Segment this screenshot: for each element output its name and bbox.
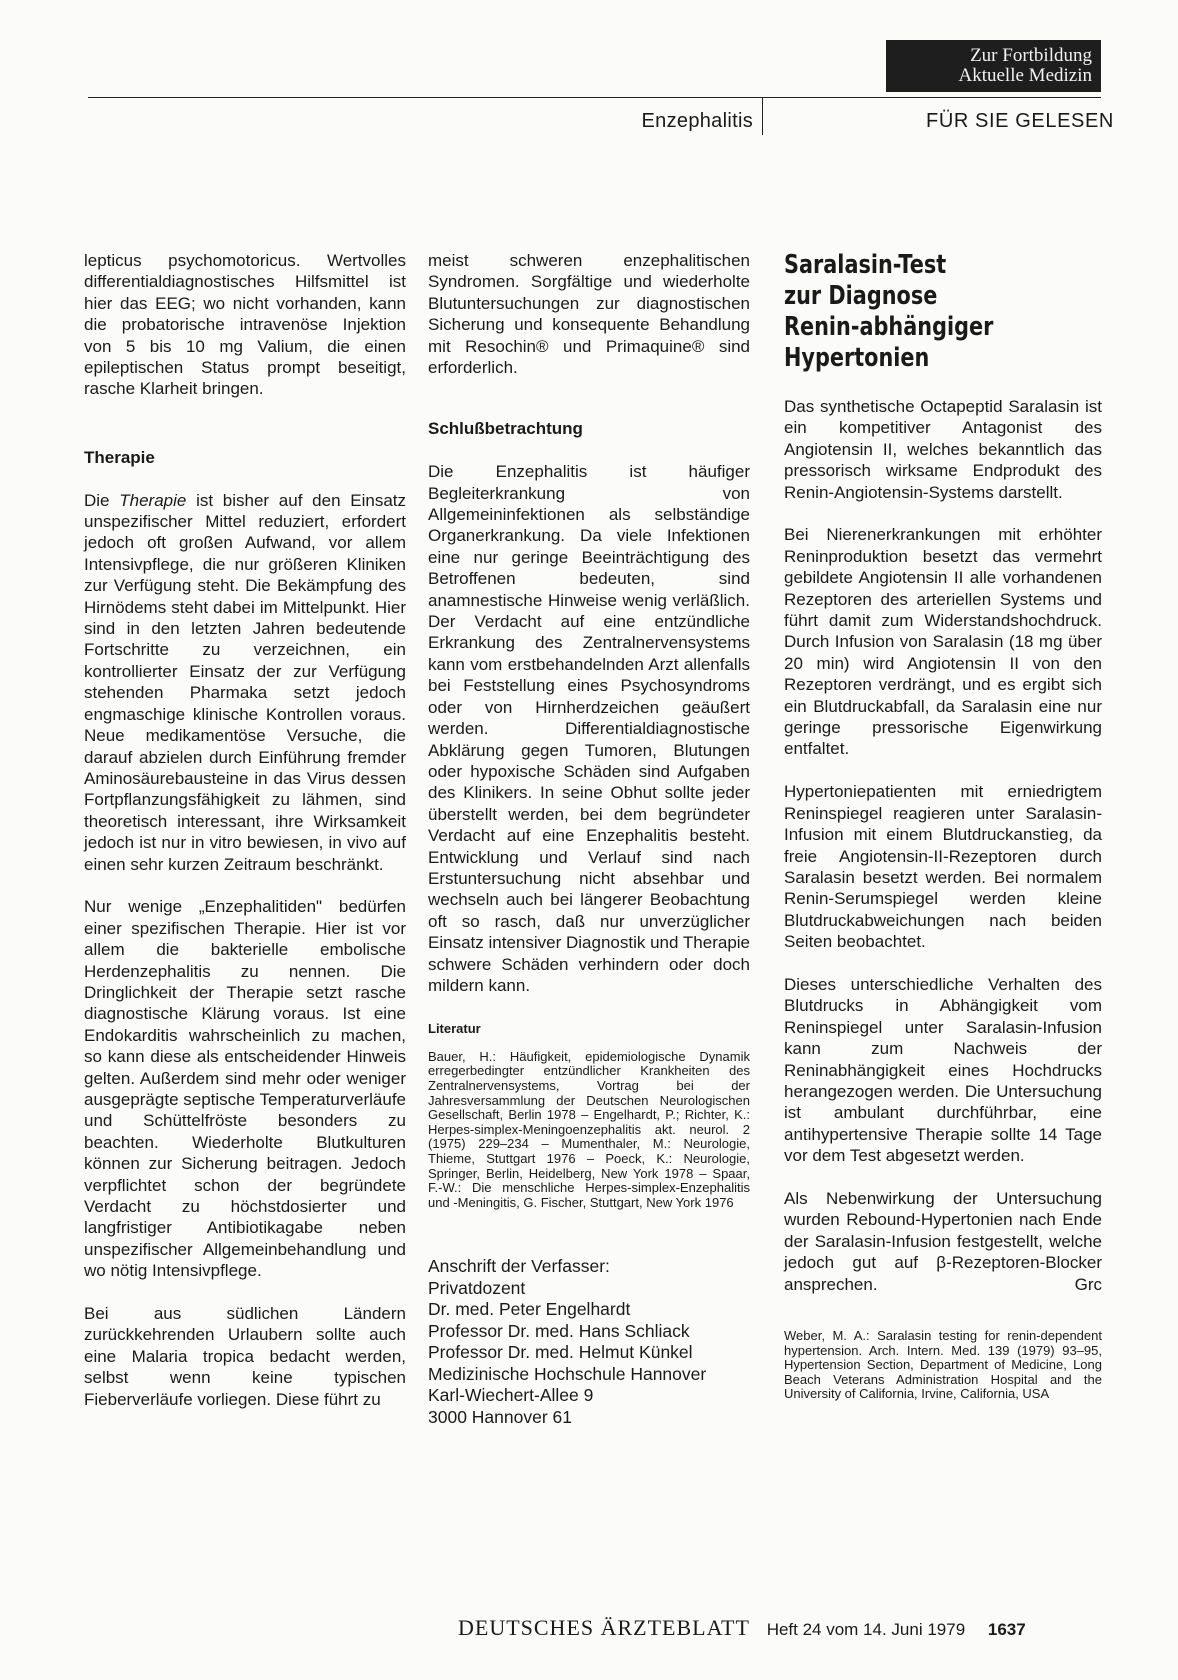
paragraph: Das synthetische Octapeptid Saralasin ist ein kompetitiver Antagonist des Angiotensin II, welches bekanntlich das pressorisch wirksame Endprodukt des Renin-Angiotensin-Systems darstellt. [784,397,1102,502]
section-badge [886,40,1101,92]
paragraph: Hypertoniepatienten mit erniedrigtem Reninspiegel reagieren unter Saralasin-Infusion mit einem Blutdruckanstieg, da freie Angiotensin-II-Rezeptoren durch Saralasin besetzt werden. Bei normalem Renin-Serumspiegel werden kleine Blutdruckabweichungen nach beiden Seiten beobachtet. [784,782,1102,952]
address-line: 3000 Hannover 61 [428,1406,572,1427]
paragraph: meist schweren enzephalitischen Syndromen. Sorgfältige und wiederholte Blutuntersuchungen zur diagnostischen Sicherung und konsequente Behandlung mit Resochin® und Primaquine® sind erforderlich. [428,251,750,378]
author-address [428,1256,750,1428]
address-line: Privatdozent [428,1277,526,1298]
paragraph: Bei Nierenerkrankungen mit erhöhter Reninproduktion besetzt das vermehrt gebildete Angiotensin II alle vorhandenen Rezeptoren des arteriellen Systems und führt damit zum Widerstandshochdruck. Durch Infusion von Saralasin (18 mg über 20 min) wird Angiotensin II von den Rezeptoren verdrängt, und es ergibt sich ein Blutdruckabfall, da Saralasin eine nur geringe pressorische Eigenwirkung entfaltet. [784,525,1102,759]
references-heading: Literatur [428,1021,481,1037]
address-line: Medizinische Hochschule Hannover [428,1363,707,1384]
header-divider [762,97,763,135]
column-2 [428,250,750,1428]
paragraph: Die Therapie ist bisher auf den Einsatz unspezifischer Mittel reduziert, erfordert jedoch oft großen Aufwand, vor allem Intensivpflege, die nur größeren Kliniken zur Verfügung steht. Die Bekämpfung des Hirnödems steht dabei im Mittelpunkt. Hier sind in den letzten Jahren bedeutende Fortschritte zu verzeichnen, ein kontrollierter Einsatz der zur Verfügung stehenden Pharmaka setzt jedoch engmaschige klinische Kontrollen voraus. Neue medikamentöse Versuche, die darauf abzielen durch Einführung fremder Aminosäurebausteine in das Virus dessen Fortpflanzungsfähigkeit zu lähmen, sind theoretisch interessant, ihre Wirksamkeit jedoch ist nur in vitro bewiesen, in vivo auf einen sehr kurzen Zeitraum beschränkt. [84,490,406,874]
author-signature: Grc [1074,1274,1102,1294]
address-line: Professor Dr. med. Hans Schliack [428,1320,690,1341]
column-3 [784,250,1102,1402]
page-number: 1637 [987,1620,1026,1639]
title-line: zur Diagnose [784,281,938,311]
address-line: Anschrift der Verfasser: [428,1256,610,1277]
issue-info: Heft 24 vom 14. Juni 1979 [766,1620,966,1639]
address-line: Dr. med. Peter Engelhardt [428,1299,631,1320]
references-list: Bauer, H.: Häufigkeit, epidemiologische Dynamik erregerbedingter entzündlicher Krankheiten des Zentralnervensystems, Vortrag bei der Jahresversammlung der Deutschen Neurologischen Gesellschaft, Berlin 1978 – Engelhardt, P.; Richter, K.: Herpes-simplex-Meningoenzephalitis akt. neurol. 2 (1975) 229–234 – Mumenthaler, M.: Neurologie, Thieme, Stuttgart 1976 – Poeck, K.: Neurologie, Springer, Berlin, Heidelberg, New York 1978 – Spaar, F.-W.: Die menschliche Herpes-simplex-Enzephalitis und -Meningitis, G. Fischer, Stuttgart, New York 1976 [428,1048,750,1210]
paragraph: Bei aus südlichen Ländern zurückkehrenden Urlaubern sollte auch eine Malaria tropica bedacht werden, selbst wenn keine typischen Fieberverläufe vorliegen. Diese führt zu [84,1304,406,1409]
running-head-left: Enzephalitis [641,110,753,132]
article-title [784,250,1102,374]
emphasis: Therapie [119,490,187,510]
title-line: Renin-abhängiger [784,312,994,342]
header-rule [88,97,1101,98]
paragraph: lepticus psychomotoricus. Wertvolles differentialdiagnostisches Hilfsmittel ist hier das EEG; wo nicht vorhanden, kann die probatorische intravenöse Injektion von 5 bis 10 mg Valium, die einen epileptischen Status prompt beseitigt, rasche Klarheit bringen. [84,251,406,399]
title-line: Hypertonien [784,343,930,373]
running-head-right: FÜR SIE GELESEN [926,110,1114,132]
paragraph: Die Enzephalitis ist häufiger Begleiterkrankung von Allgemeininfektionen als selbständige Organerkrankung. Da viele Infektionen eine nur geringe Beeinträchtigung des Betroffenen bedeuten, sind anamnestische Hinweise wenig verläßlich. Der Verdacht auf eine entzündliche Erkrankung des Zentralnervensystems kann vom erstbehandelnden Arzt allenfalls bei Feststellung eines Psychosyndroms oder von Hirnherdzeichen geäußert werden. Differentialdiagnostische Abklärung gegen Tumoren, Blutungen oder hypoxische Schäden sind Aufgaben des Klinikers. In seine Obhut sollte jeder überstellt werden, bei dem begründeter Verdacht auf eine Enzephalitis besteht. Entwicklung und Verlauf sind nach Erstuntersuchung nicht absehbar und wechseln auch bei längerer Beobachtung oft so rasch, daß nur unverzüglicher Einsatz intensiver Diagnostik und Therapie schwere Schäden verhindern oder doch mildern kann. [428,462,750,995]
column-1 [84,250,406,1410]
paragraph: Dieses unterschiedliche Verhalten des Blutdrucks in Abhängigkeit vom Reninspiegel unter Saralasin-Infusion kann zum Nachweis der Reninabhängigkeit eines Hochdrucks herangezogen werden. Die Untersuchung ist ambulant durchführbar, eine antihypertensive Therapie sollte 14 Tage vor dem Test abgesetzt werden. [784,974,1102,1166]
section-heading-schlussbetrachtung: Schlußbetrachtung [428,419,583,439]
address-line: Karl-Wiechert-Allee 9 [428,1385,594,1406]
journal-name: DEUTSCHES ÄRZTEBLATT [458,1615,750,1640]
badge-line-2: Aktuelle Medizin [958,65,1092,86]
title-line: Saralasin-Test [784,250,947,280]
paragraph: Nur wenige „Enzephalitiden" bedürfen einer spezifischen Therapie. Hier ist vor allem die bakterielle embolische Herdenzephalitis zu nennen. Die Dringlichkeit der Therapie setzt rasche diagnostische Klärung voraus. Ist eine Endokarditis wahrscheinlich zu machen, so kann diese als entscheidender Hinweis gelten. Außerdem sind mehr oder weniger ausgeprägte septische Temperaturverläufe und Schüttelfröste besonders zu beachten. Wiederholte Blutkulturen können zur Sicherung beitragen. Jedoch verpflichtet schon der begründete Verdacht zu höchstdosierter und langfristiger Antibiotikagabe neben unspezifischer Allgemeinbehandlung und wo nötig Intensivpflege. [84,897,406,1281]
address-line: Professor Dr. med. Helmut Künkel [428,1342,693,1363]
reference: Weber, M. A.: Saralasin testing for renin-dependent hypertension. Arch. Intern. Med. 139 (1979) 93–95, Hypertension Section, Department of Medicine, Long Beach Veterans Administration Hospital and the University of California, Irvine, California, USA [784,1328,1102,1402]
badge-line-1: Zur Fortbildung [970,45,1092,66]
paragraph: Als Nebenwirkung der Untersuchung wurden Rebound-Hypertonien nach Ende der Saralasin-Infusion festgestellt, welche jedoch gut auf β-Rezeptoren-Blocker ansprechen. Grc [784,1188,1102,1294]
page-footer [458,1615,1098,1641]
section-heading-therapie: Therapie [84,447,155,467]
